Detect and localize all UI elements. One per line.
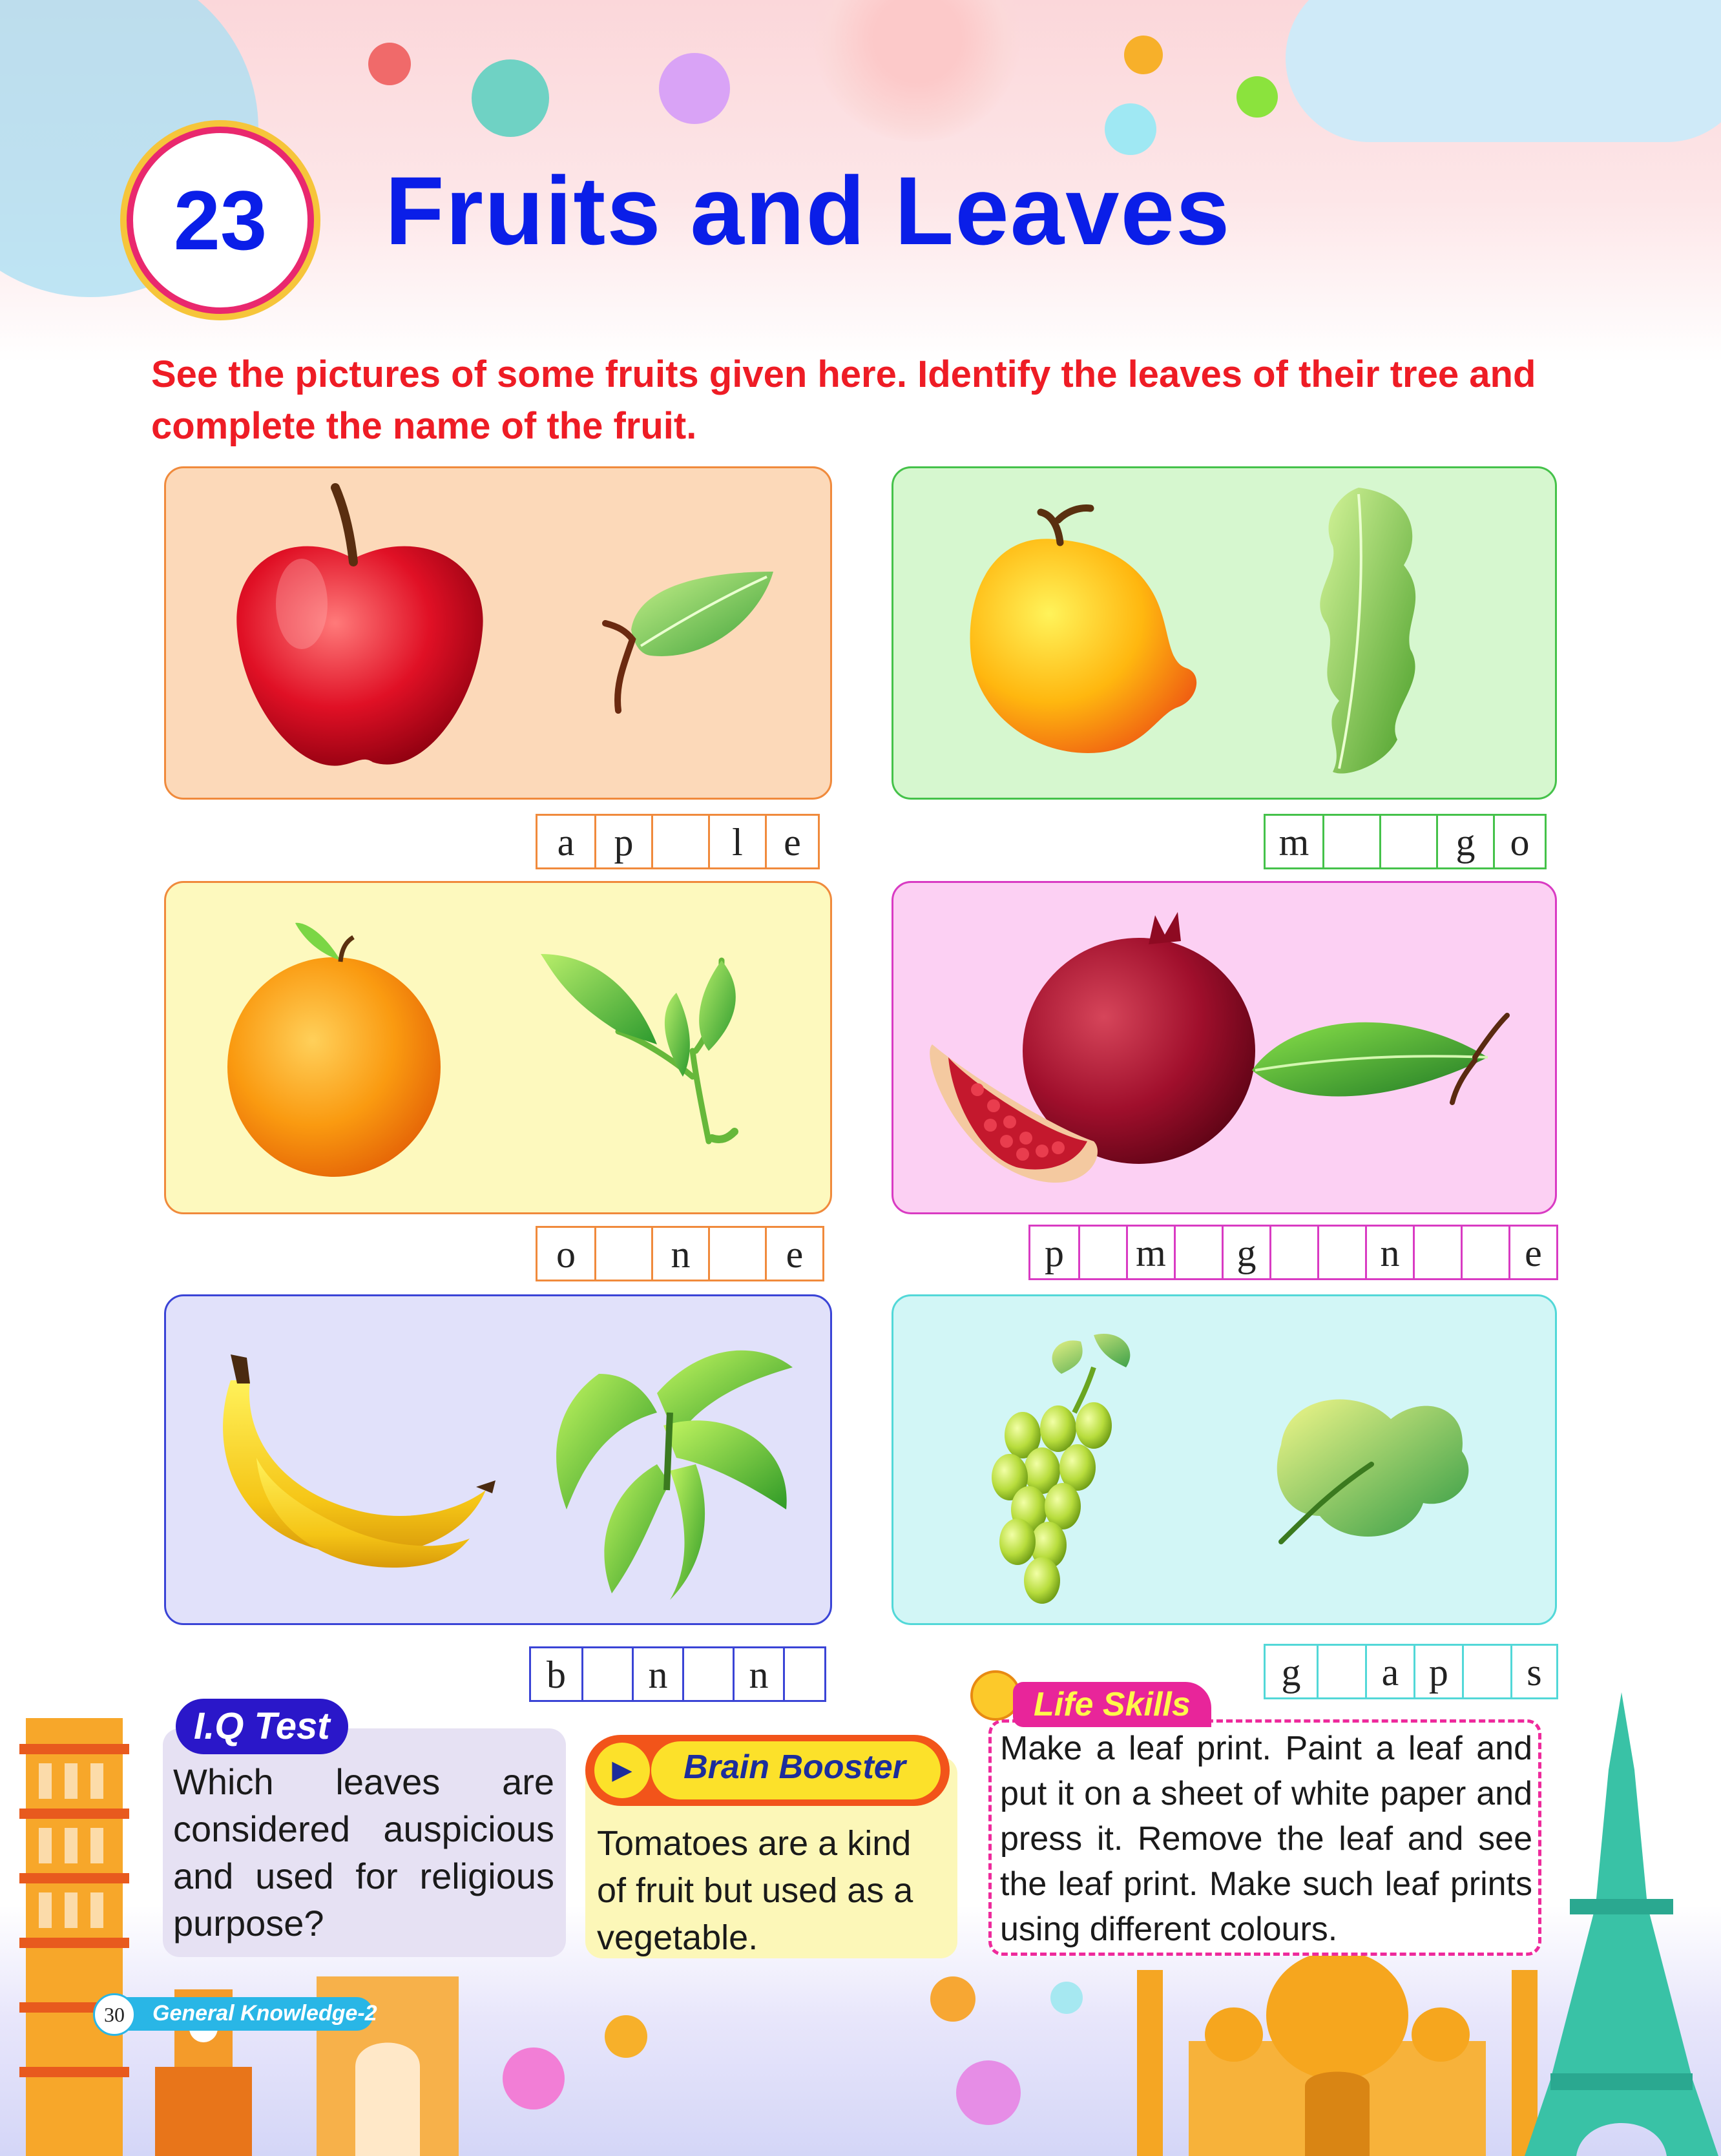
letter-box: p (594, 816, 651, 867)
mango-illustration (893, 468, 1555, 798)
decor-dot (956, 2060, 1021, 2125)
letter-input-box[interactable] (1461, 1227, 1508, 1278)
decor-dot (1236, 76, 1278, 118)
letter-box: g (1222, 1227, 1269, 1278)
letter-input-box[interactable] (708, 1228, 765, 1280)
letter-input-box[interactable] (1317, 1227, 1365, 1278)
apple-answer-boxes (536, 814, 820, 869)
letter-box: n (1365, 1227, 1413, 1278)
iq-test-question: Which leaves are considered auspicious and used for religious purpose? (173, 1761, 554, 1944)
decor-dot (1124, 36, 1163, 74)
decor-dot (605, 2015, 647, 2058)
life-skills-text: Make a leaf print. Paint a leaf and put it on a sheet of white paper and press it. Remove the leaf and see the leaf print. Make such leaf prints using different colours. (1000, 1730, 1532, 1948)
letter-box: o (1493, 816, 1545, 867)
grapes-answer-boxes (1264, 1644, 1558, 1699)
mango-card (892, 466, 1557, 800)
chapter-number: 23 (173, 173, 267, 267)
letter-input-box[interactable] (682, 1648, 733, 1700)
leaning-tower-decoration (0, 1718, 155, 2156)
banana-card (164, 1294, 832, 1625)
decor-dot (930, 1976, 975, 2022)
decor-dot (659, 53, 730, 124)
letter-input-box[interactable] (1078, 1227, 1126, 1278)
letter-box: s (1510, 1646, 1556, 1697)
letter-box: m (1278, 821, 1309, 864)
pomegranate-card (892, 881, 1557, 1214)
decor-dot (1105, 103, 1156, 155)
decor-dot (368, 43, 411, 85)
orange-answer-boxes (536, 1226, 824, 1281)
eiffel-tower-decoration (1525, 1692, 1718, 2156)
orange-illustration (166, 883, 830, 1212)
letter-box: e (1508, 1227, 1556, 1278)
mango-answer-boxes (1264, 814, 1547, 869)
apple-leaf-icon (579, 565, 780, 714)
banana-answer-boxes (529, 1646, 826, 1702)
letter-box: p (1413, 1646, 1462, 1697)
grapes-illustration (893, 1296, 1555, 1623)
orange-card (164, 881, 832, 1214)
cloud-decoration (1286, 0, 1721, 142)
letter-box: a (1365, 1646, 1413, 1697)
chapter-badge (127, 127, 314, 314)
decor-dot (1050, 1982, 1083, 2014)
letter-input-box[interactable] (1379, 816, 1436, 867)
letter-box: n (632, 1648, 682, 1700)
brain-booster-text: Tomatoes are a kind of fruit but used as a vegetable. (597, 1824, 913, 1957)
page-number: 30 (93, 1993, 136, 2036)
pomegranate-illustration (893, 883, 1555, 1212)
letter-input-box[interactable] (1269, 1227, 1317, 1278)
letter-input-box[interactable] (1462, 1646, 1510, 1697)
page-title: Fruits and Leaves (385, 156, 1231, 265)
book-title: General Knowledge-2 (152, 2001, 377, 2026)
letter-input-box[interactable] (1322, 816, 1379, 867)
letter-box: g (1436, 816, 1493, 867)
pomegranate-answer-boxes (1028, 1225, 1558, 1280)
letter-box: o (556, 1233, 576, 1276)
decor-dot (503, 2047, 565, 2109)
letter-input-box[interactable] (783, 1648, 824, 1700)
letter-box: p (1045, 1232, 1064, 1274)
letter-input-box[interactable] (1174, 1227, 1222, 1278)
letter-box: l (708, 816, 765, 867)
instruction-text: See the pictures of some fruits given here. Identify the leaves of their tree and complete the name of the fruit. (151, 353, 1536, 447)
letter-box: n (651, 1228, 708, 1280)
iq-test-label: I.Q Test (176, 1699, 348, 1754)
letter-box: a (557, 821, 575, 864)
clock-tower-decoration (149, 1964, 258, 2156)
letter-input-box[interactable] (651, 816, 708, 867)
letter-box: m (1126, 1227, 1174, 1278)
letter-input-box[interactable] (594, 1228, 651, 1280)
megaphone-icon: ► (594, 1743, 650, 1798)
letter-box: b (547, 1653, 566, 1696)
india-gate-decoration (317, 1964, 459, 2156)
letter-input-box[interactable] (1413, 1227, 1461, 1278)
letter-box: g (1281, 1651, 1301, 1694)
letter-box: e (765, 816, 818, 867)
brain-booster-label: Brain Booster (683, 1748, 906, 1786)
grapes-card (892, 1294, 1557, 1625)
apple-card (164, 466, 832, 800)
letter-input-box[interactable] (581, 1648, 632, 1700)
life-skills-label: Life Skills (1013, 1682, 1211, 1727)
taj-mahal-decoration (1137, 1944, 1538, 2156)
letter-input-box[interactable] (1317, 1646, 1365, 1697)
banana-illustration (166, 1296, 830, 1623)
planet-decoration (472, 59, 549, 137)
letter-box: e (765, 1228, 822, 1280)
letter-box: n (733, 1648, 783, 1700)
